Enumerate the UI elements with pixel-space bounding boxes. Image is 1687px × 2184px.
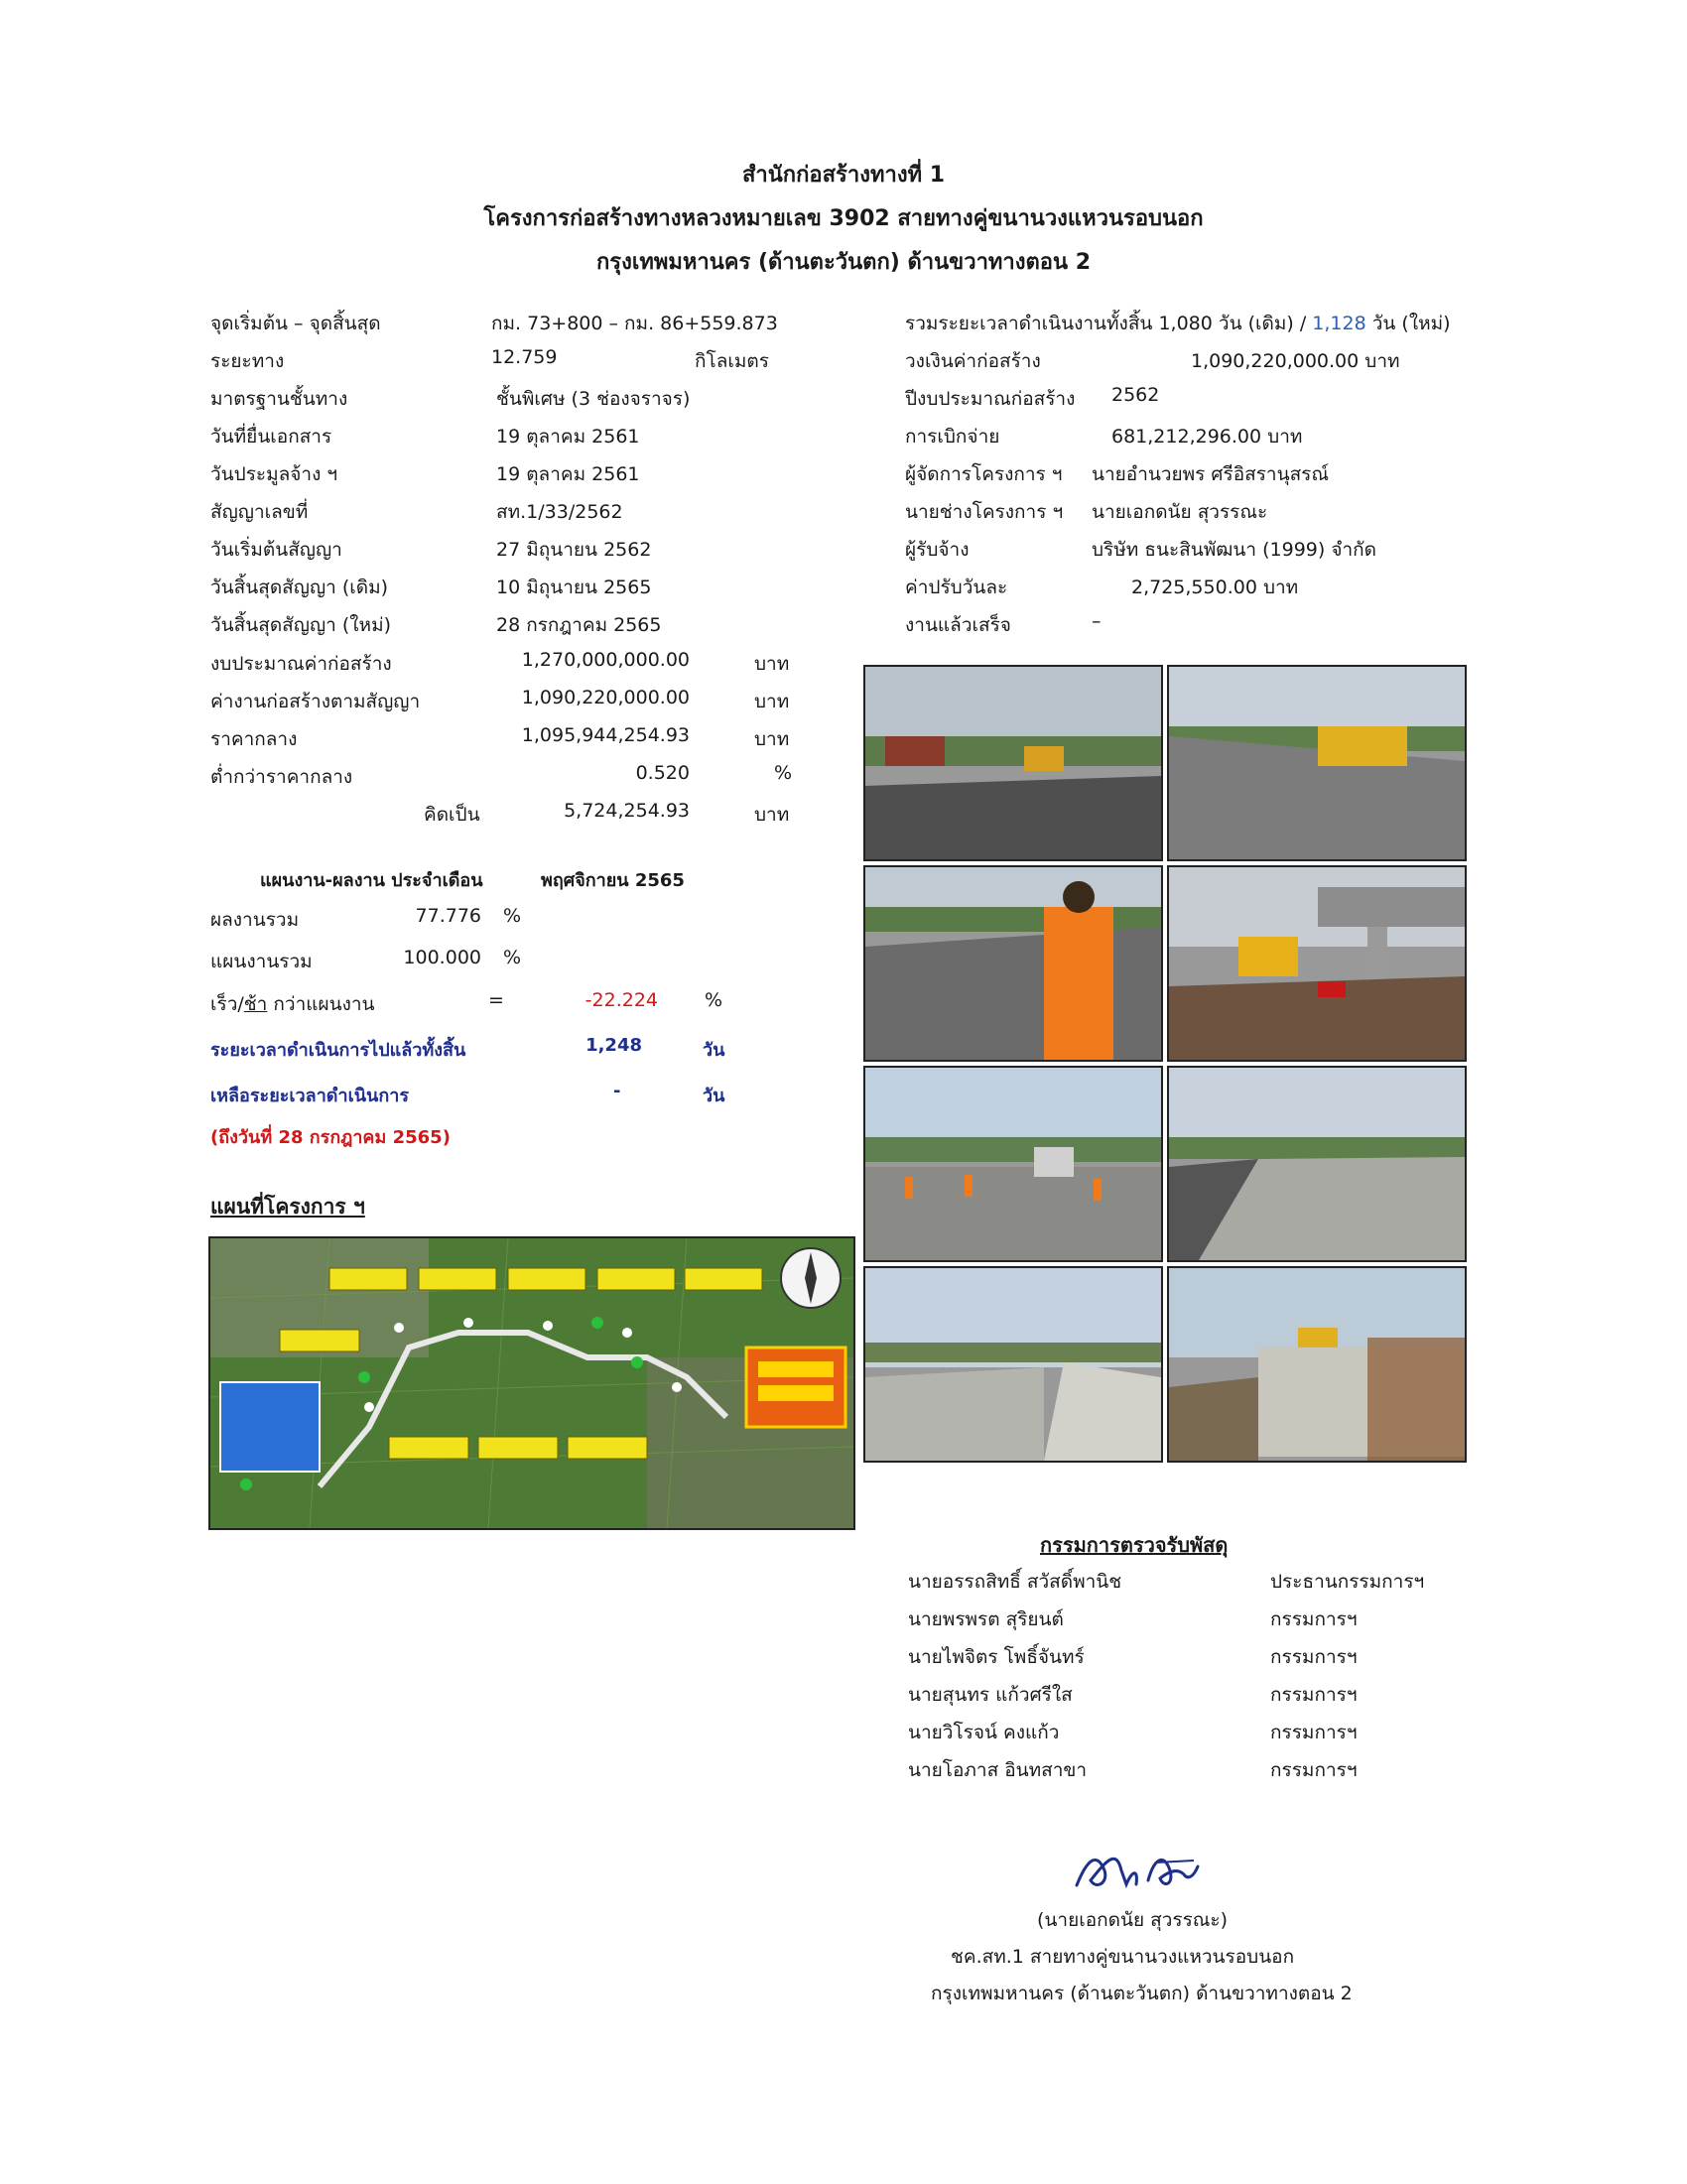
diff-unit: % <box>705 989 723 1011</box>
construction-photo <box>1167 1066 1467 1262</box>
diff-value: -22.224 <box>584 989 658 1011</box>
construction-photo <box>1167 665 1467 861</box>
duration-new: 1,128 <box>1312 313 1366 334</box>
committee-member-role: ประธานกรรมการฯ <box>1270 1571 1425 1593</box>
progress-title: แผนงาน-ผลงาน ประจำเดือน <box>260 870 483 891</box>
budget-value: 1,095,944,254.93 <box>521 724 690 746</box>
construction-photo <box>863 1066 1163 1262</box>
info-value: สท.1/33/2562 <box>496 501 623 523</box>
budget-label: ต่ำกว่าราคากลาง <box>210 766 353 788</box>
actual-label: ผลงานรวม <box>210 909 300 931</box>
remain-value: - <box>613 1081 621 1101</box>
budget-unit: บาท <box>754 804 790 826</box>
right-value: นายอำนวยพร ศรีอิสรานุสรณ์ <box>1092 463 1329 485</box>
remain-label: เหลือระยะเวลาดำเนินการ <box>210 1086 410 1106</box>
right-value: นายเอกดนัย สุวรรณะ <box>1092 501 1268 523</box>
diff-label-fast: เร็ว/ <box>210 993 244 1015</box>
info-value: 27 มิถุนายน 2562 <box>496 539 652 561</box>
right-label: ปีงบประมาณก่อสร้าง <box>905 388 1076 410</box>
right-label: ผู้รับจ้าง <box>905 539 970 561</box>
info-unit: กิโลเมตร <box>695 350 769 372</box>
info-label: จุดเริ่มต้น – จุดสิ้นสุด <box>210 313 381 334</box>
budget-value: 1,090,220,000.00 <box>521 687 690 708</box>
budget-unit: % <box>774 762 793 784</box>
info-label: วันเริ่มต้นสัญญา <box>210 539 342 561</box>
budget-value: 1,270,000,000.00 <box>521 649 690 671</box>
committee-member-name: นายสุนทร แก้วศรีใส <box>908 1684 1073 1706</box>
plan-unit: % <box>503 947 522 968</box>
budget-value: 0.520 <box>635 762 690 784</box>
header-office: สำนักก่อสร้างทางที่ 1 <box>741 163 946 188</box>
committee-member-role: กรรมการฯ <box>1270 1608 1358 1630</box>
right-label: วงเงินค่าก่อสร้าง <box>905 350 1041 372</box>
info-label: วันที่ยื่นเอกสาร <box>210 426 332 448</box>
committee-member-name: นายพรพรต สุริยนต์ <box>908 1608 1064 1630</box>
right-label: งานแล้วเสร็จ <box>905 614 1011 636</box>
construction-photo <box>1167 1266 1467 1463</box>
diff-label-rest: กว่าแผนงาน <box>267 993 375 1015</box>
info-value: กม. 73+800 – กม. 86+559.873 <box>491 313 778 334</box>
budget-unit: บาท <box>754 728 790 750</box>
info-value: ชั้นพิเศษ (3 ช่องจราจร) <box>496 388 691 410</box>
right-value: – <box>1092 610 1102 632</box>
right-label: นายช่างโครงการ ฯ <box>905 501 1064 523</box>
budget-unit: บาท <box>754 691 790 712</box>
remain-unit: วัน <box>703 1086 725 1106</box>
committee-member-role: กรรมการฯ <box>1270 1722 1358 1743</box>
actual-value: 77.776 <box>415 905 481 927</box>
budget-label: ค่างานก่อสร้างตามสัญญา <box>210 691 421 712</box>
right-label: ค่าปรับวันละ <box>905 577 1008 598</box>
elapsed-value: 1,248 <box>585 1035 642 1056</box>
duration-line <box>905 309 1451 338</box>
right-label: การเบิกจ่าย <box>905 426 1000 448</box>
info-label: มาตรฐานชั้นทาง <box>210 388 348 410</box>
right-value: บริษัท ธนะสินพัฒนา (1999) จำกัด <box>1092 539 1376 561</box>
header-project: โครงการก่อสร้างทางหลวงหมายเลข 3902 สายทางคู่ขนานวงแหวนรอบนอก <box>483 206 1204 231</box>
signature-image <box>1067 1841 1206 1904</box>
budget-value: 5,724,254.93 <box>564 800 690 822</box>
construction-photo <box>863 665 1163 861</box>
diff-label-slow: ช้า <box>243 993 268 1015</box>
construction-photo <box>1167 865 1467 1062</box>
budget-label: ราคากลาง <box>210 728 298 750</box>
info-label: วันประมูลจ้าง ฯ <box>210 463 338 485</box>
diff-label <box>210 989 375 1019</box>
info-label: วันสิ้นสุดสัญญา (ใหม่) <box>210 614 392 636</box>
map-title: แผนที่โครงการ ฯ <box>210 1195 365 1219</box>
right-value: 1,090,220,000.00 บาท <box>1191 350 1400 372</box>
info-value: 19 ตุลาคม 2561 <box>496 463 640 485</box>
right-value: 2,725,550.00 บาท <box>1131 577 1299 598</box>
plan-value: 100.000 <box>403 947 481 968</box>
committee-member-role: กรรมการฯ <box>1270 1759 1358 1781</box>
info-value: 19 ตุลาคม 2561 <box>496 426 640 448</box>
construction-photo <box>863 865 1163 1062</box>
committee-member-name: นายวิโรจน์ คงแก้ว <box>908 1722 1060 1743</box>
progress-month: พฤศจิกายน 2565 <box>541 870 685 891</box>
signature-name: (นายเอกดนัย สุวรรณะ) <box>1037 1909 1229 1931</box>
committee-member-name: นายไพจิตร โพธิ์จันทร์ <box>908 1646 1085 1668</box>
duration-label: รวมระยะเวลาดำเนินงานทั้งสิ้น 1,080 วัน (เดิม) / <box>905 313 1307 334</box>
committee-member-name: นายโอภาส อินทสาขา <box>908 1759 1088 1781</box>
budget-unit: บาท <box>754 653 790 675</box>
committee-member-role: กรรมการฯ <box>1270 1684 1358 1706</box>
diff-equals: = <box>488 989 504 1011</box>
info-value: 10 มิถุนายน 2565 <box>496 577 652 598</box>
right-label: ผู้จัดการโครงการ ฯ <box>905 463 1063 485</box>
right-value: 2562 <box>1111 384 1160 406</box>
actual-unit: % <box>503 905 522 927</box>
budget-label: คิดเป็น <box>424 804 480 826</box>
right-value: 681,212,296.00 บาท <box>1111 426 1303 448</box>
duration-suffix: วัน (ใหม่) <box>1371 313 1451 334</box>
info-label: วันสิ้นสุดสัญญา (เดิม) <box>210 577 389 598</box>
construction-photo <box>863 1266 1163 1463</box>
info-label: ระยะทาง <box>210 350 285 372</box>
info-value: 28 กรกฎาคม 2565 <box>496 614 662 636</box>
header-location: กรุงเทพมหานคร (ด้านตะวันตก) ด้านขวาทางตอน 2 <box>595 250 1092 275</box>
plan-label: แผนงานรวม <box>210 951 313 972</box>
signature-position-2: กรุงเทพมหานคร (ด้านตะวันตก) ด้านขวาทางตอน 2 <box>931 1983 1353 2004</box>
info-value: 12.759 <box>491 346 558 368</box>
project-map <box>208 1236 855 1530</box>
remain-note: (ถึงวันที่ 28 กรกฎาคม 2565) <box>210 1127 451 1148</box>
committee-title: กรรมการตรวจรับพัสดุ <box>1040 1533 1229 1557</box>
committee-member-role: กรรมการฯ <box>1270 1646 1358 1668</box>
elapsed-unit: วัน <box>703 1040 725 1061</box>
signature-position: ชค.สท.1 สายทางคู่ขนานวงแหวนรอบนอก <box>951 1946 1295 1968</box>
budget-label: งบประมาณค่าก่อสร้าง <box>210 653 392 675</box>
committee-member-name: นายอรรถสิทธิ์ สวัสดิ์พานิช <box>908 1571 1122 1593</box>
elapsed-label: ระยะเวลาดำเนินการไปแล้วทั้งสิ้น <box>210 1040 466 1061</box>
info-label: สัญญาเลขที่ <box>210 501 309 523</box>
